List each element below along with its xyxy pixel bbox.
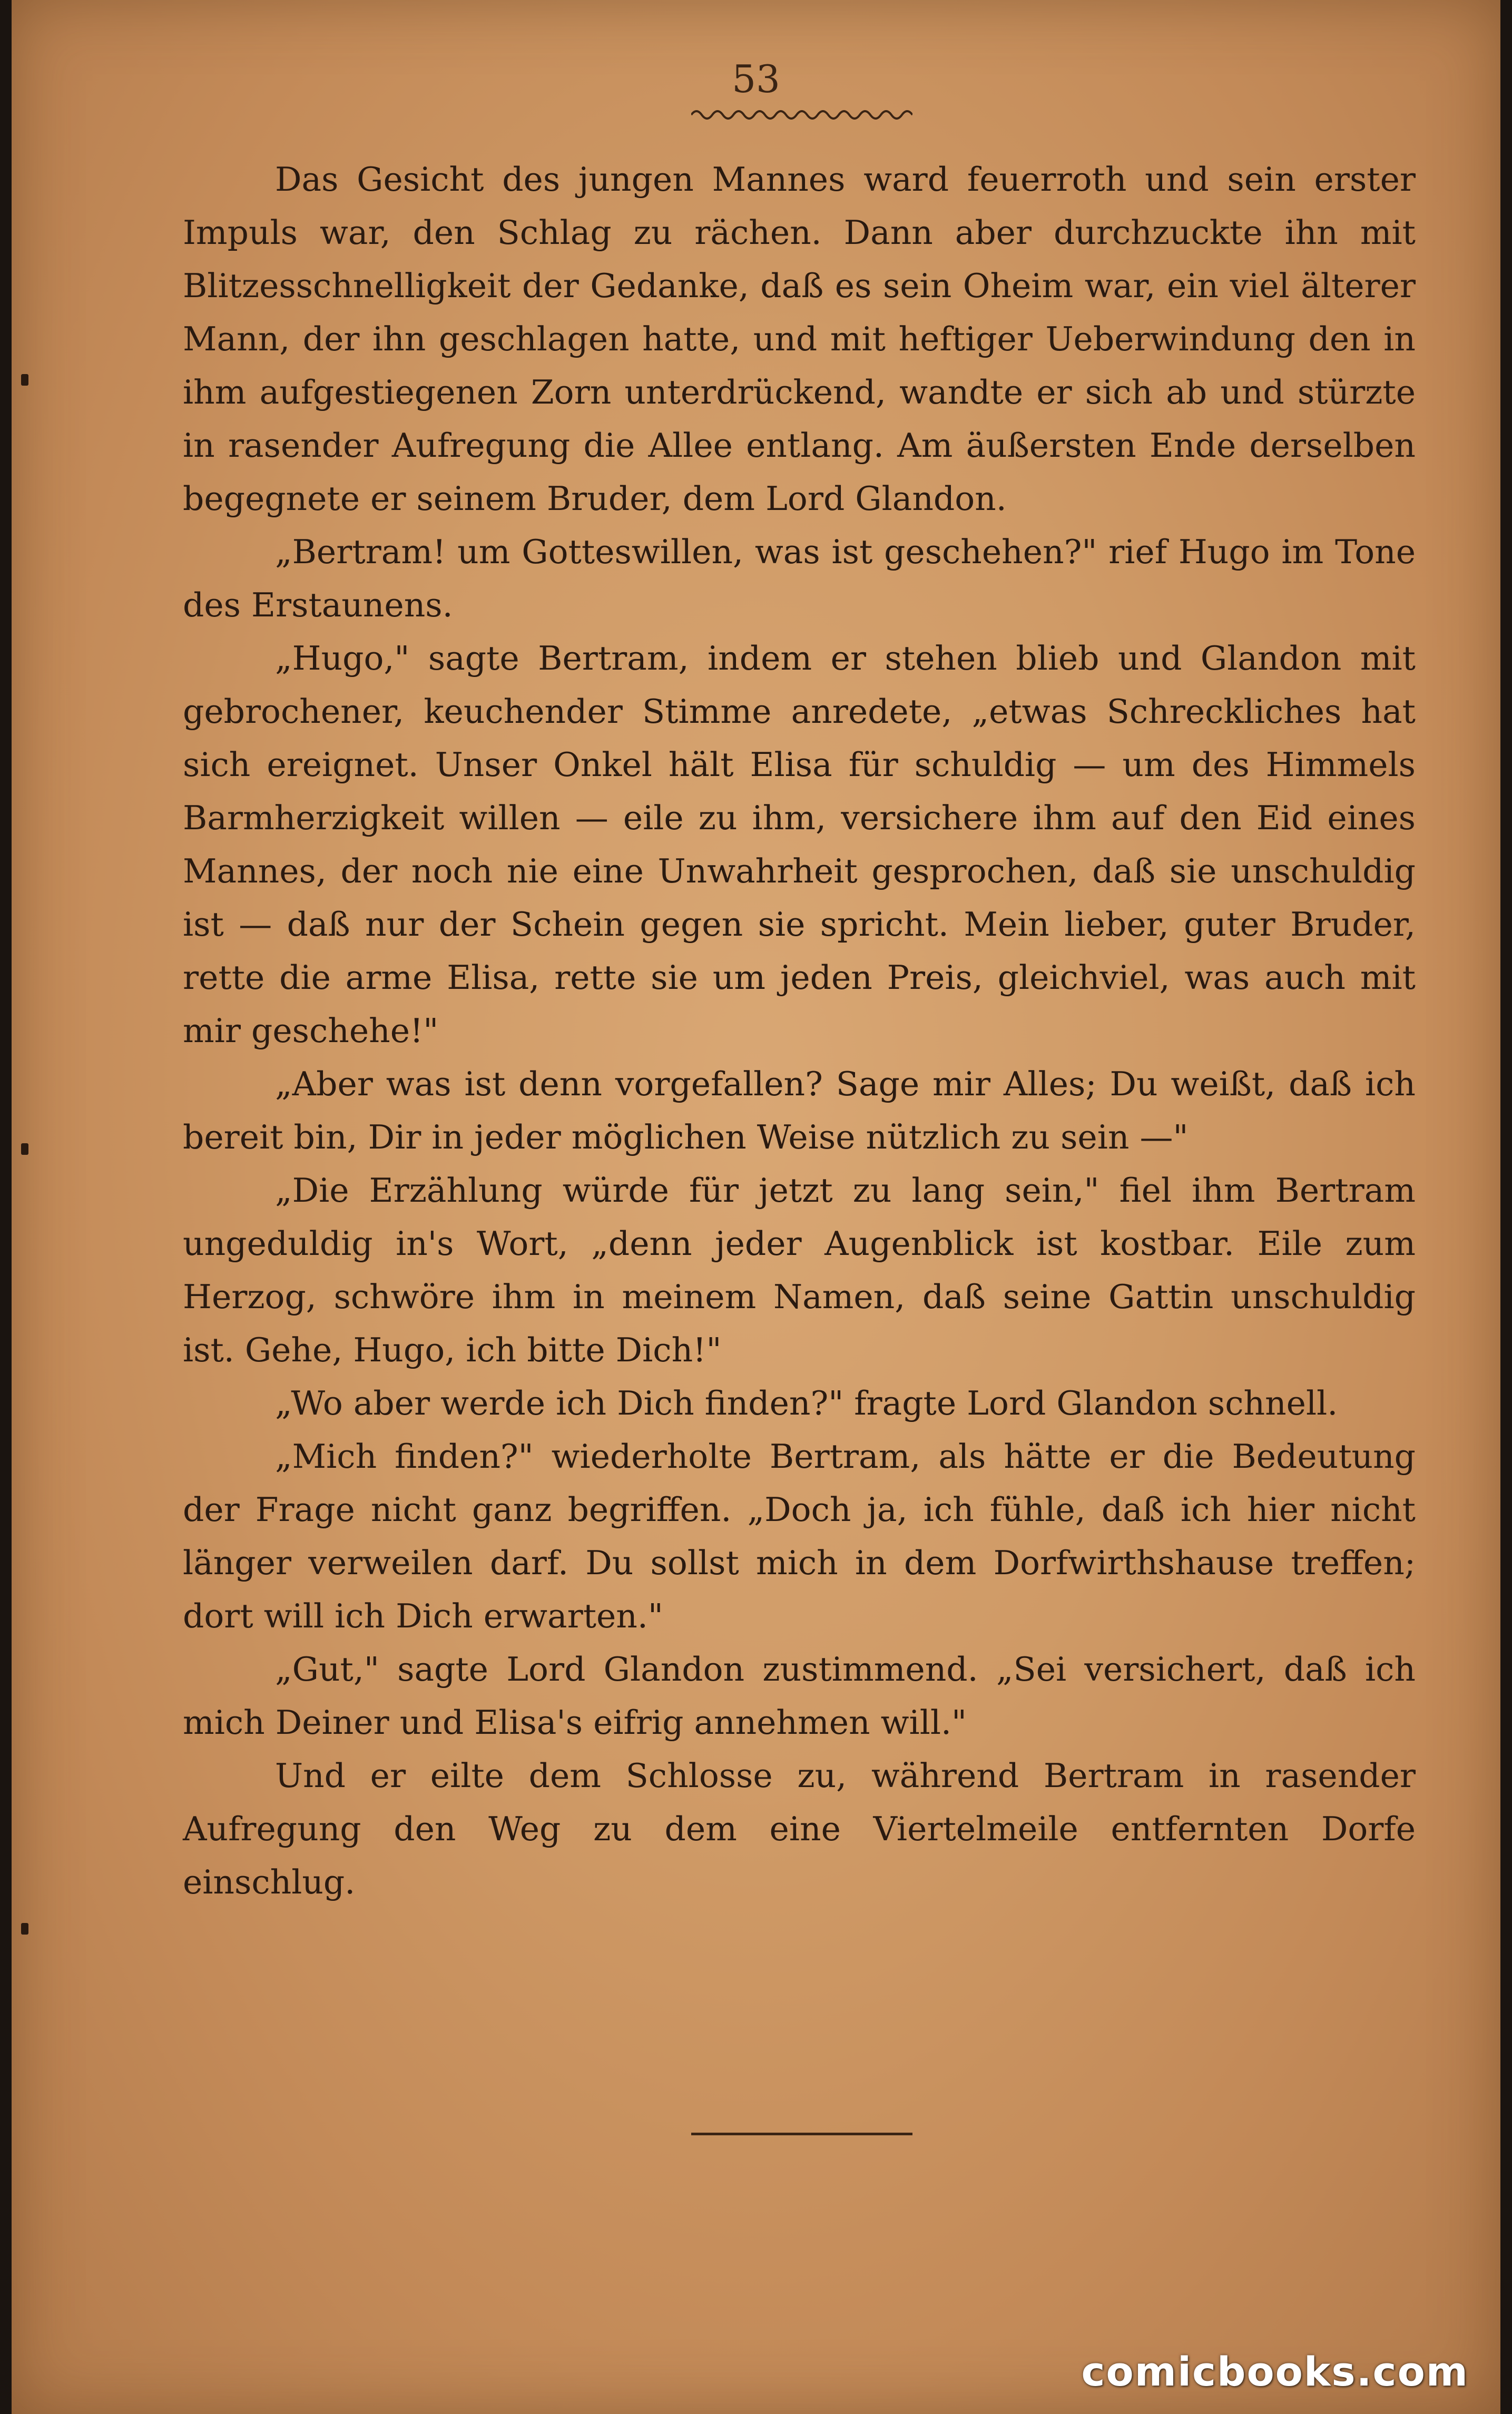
watermark-logo: comicbooks.com (1081, 2348, 1469, 2395)
paragraph-7: „Mich finden?" wiederholte Bertram, als hätte er die Bedeutung der Frage nicht ganz begriffen. „Doch ja, ich fühle, daß ich hier nicht länger verweilen darf. Du sollst mich in dem Dorfwirthshause treffen; dort will ich Dich erwarten." (183, 1437, 1416, 1635)
body-text (183, 153, 1416, 1909)
binding-mark (21, 374, 28, 386)
book-page (12, 0, 1500, 2414)
page-number: 53 (732, 57, 780, 101)
wavy-ornament (691, 104, 912, 125)
paragraph-2: „Bertram! um Gotteswillen, was ist geschehen?" rief Hugo im Tone des Erstaunens. (183, 533, 1416, 624)
paragraph-3: „Hugo," sagte Bertram, indem er stehen blieb und Glandon mit gebrochener, keuchender Stimme anredete, „etwas Schreckliches hat sich ereignet. Unser Onkel hält Elisa für schuldig — um des Himmels Barmherzigkeit willen — eile zu ihm, versichere ihm auf den Eid eines Mannes, der noch nie eine Unwahrheit gesprochen, daß sie unschuldig ist — daß nur der Schein gegen sie spricht. Mein lieber, guter Bruder, rette die arme Elisa, rette sie um jeden Preis, gleichviel, was auch mit mir geschehe!" (183, 639, 1416, 1050)
end-rule (691, 2133, 912, 2135)
paragraph-6: „Wo aber werde ich Dich finden?" fragte Lord Glandon schnell. (275, 1384, 1338, 1422)
binding-mark (21, 1923, 28, 1935)
paragraph-8: „Gut," sagte Lord Glandon zustimmend. „Sei versichert, daß ich mich Deiner und Elisa's eifrig annehmen will." (183, 1650, 1416, 1742)
binding-mark (21, 1143, 28, 1155)
paragraph-4: „Aber was ist denn vorgefallen? Sage mir Alles; Du weißt, daß ich bereit bin, Dir in jeder möglichen Weise nützlich zu sein —" (183, 1065, 1416, 1156)
paragraph-9: Und er eilte dem Schlosse zu, während Bertram in rasender Aufregung den Weg zu dem eine Viertelmeile entfernten Dorfe einschlug. (183, 1756, 1416, 1901)
paragraph-1: Das Gesicht des jungen Mannes ward feuerroth und sein erster Impuls war, den Schlag zu rächen. Dann aber durchzuckte ihn mit Blitzesschnelligkeit der Gedanke, daß es sein Oheim war, ein viel älterer Mann, der ihn geschlagen hatte, und mit heftiger Ueberwindung den in ihm aufgestiegenen Zorn unterdrückend, wandte er sich ab und stürzte in rasender Aufregung die Allee entlang. Am äußersten Ende derselben begegnete er seinem Bruder, dem Lord Glandon. (183, 160, 1416, 518)
paragraph-5: „Die Erzählung würde für jetzt zu lang sein," fiel ihm Bertram ungeduldig in's Wort, „denn jeder Augenblick ist kostbar. Eile zum Herzog, schwöre ihm in meinem Namen, daß seine Gattin unschuldig ist. Gehe, Hugo, ich bitte Dich!" (183, 1171, 1416, 1369)
